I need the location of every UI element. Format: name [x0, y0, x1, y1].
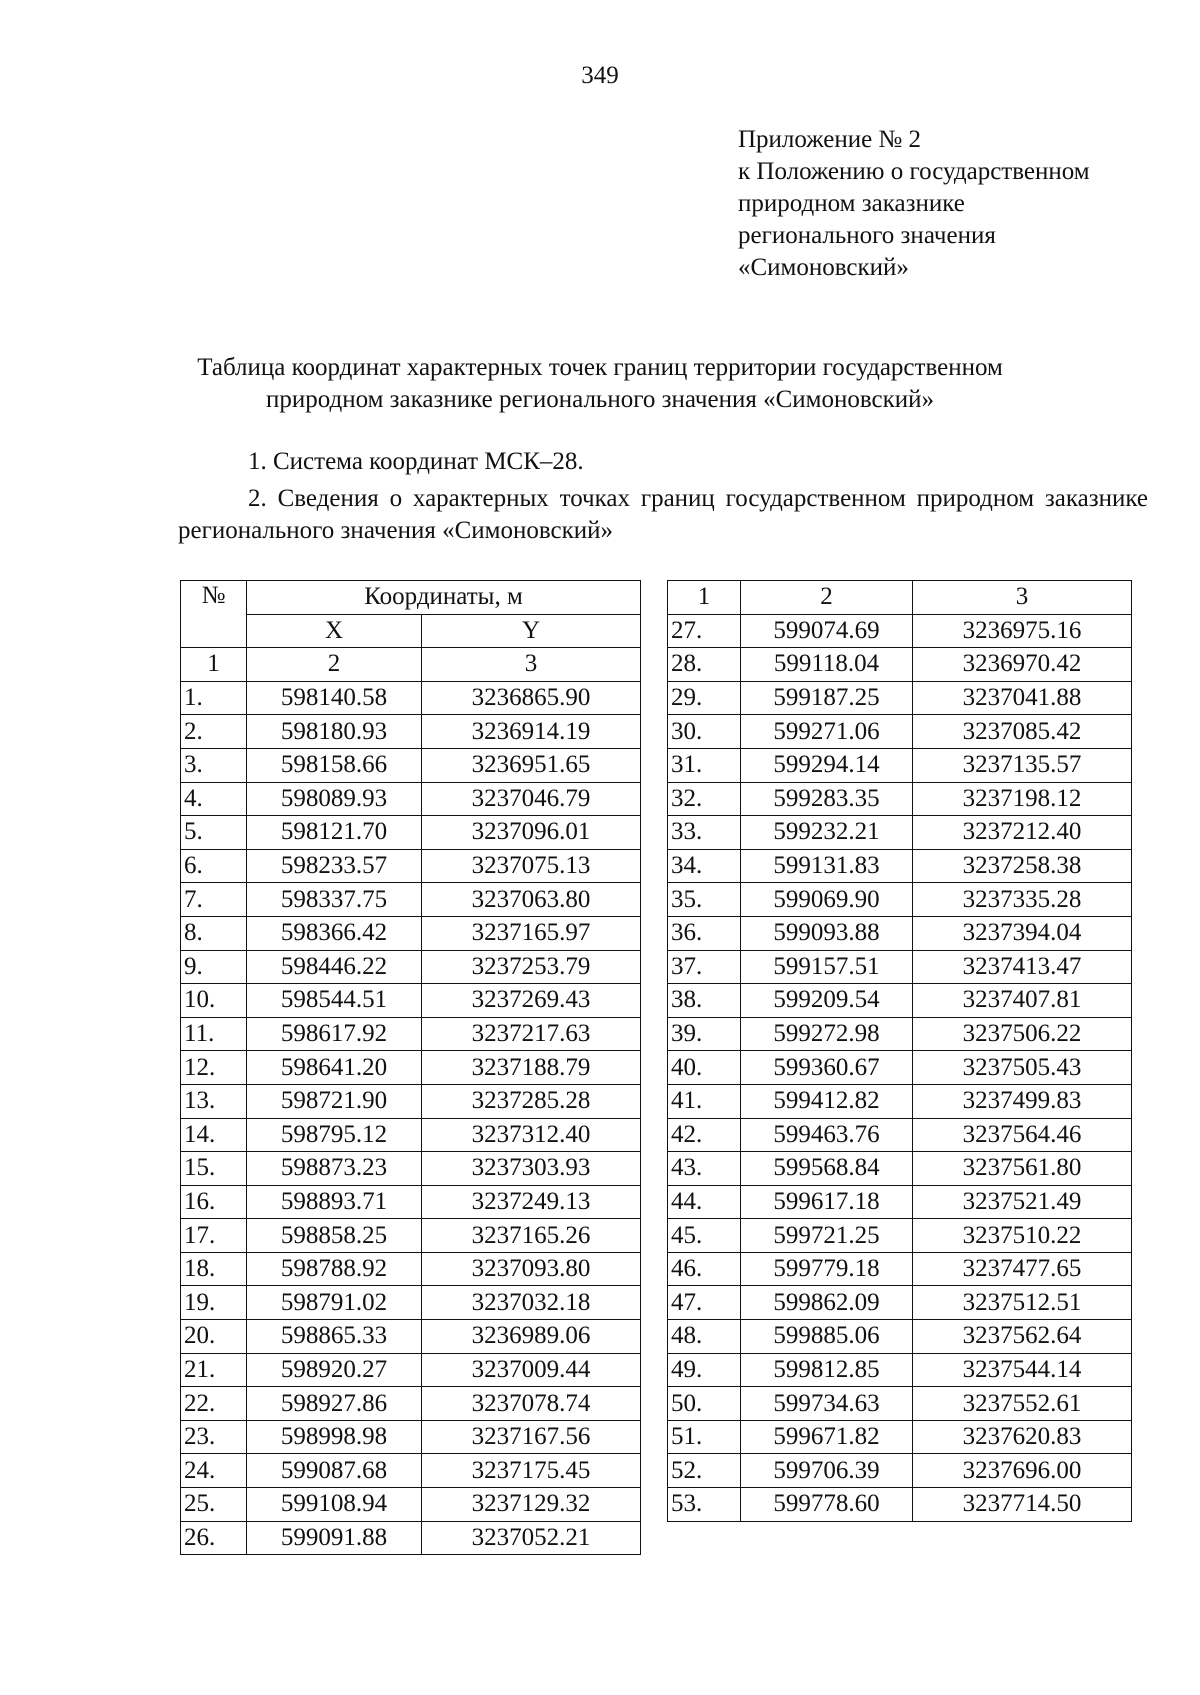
- point-number-cell: 16.: [181, 1185, 247, 1219]
- point-number-cell: 1.: [181, 681, 247, 715]
- point-number-cell: 2.: [181, 715, 247, 749]
- point-number-cell: 37.: [668, 950, 741, 984]
- appendix-line: природном заказнике: [738, 190, 965, 217]
- table-row: [668, 1118, 1132, 1152]
- table-row: [181, 1454, 641, 1488]
- table-row: [181, 1488, 641, 1522]
- y-coordinate-cell: 3237335.28: [913, 883, 1132, 917]
- table-row: [181, 1185, 641, 1219]
- y-coordinate-cell: 3237249.13: [422, 1185, 641, 1219]
- point-number-cell: 33.: [668, 816, 741, 850]
- y-coordinate-cell: 3237505.43: [913, 1051, 1132, 1085]
- x-coordinate-cell: 599568.84: [741, 1152, 913, 1186]
- point-number-cell: 53.: [668, 1488, 741, 1522]
- table-row: [181, 950, 641, 984]
- point-number-cell: 22.: [181, 1387, 247, 1421]
- x-coordinate-cell: 599412.82: [741, 1084, 913, 1118]
- table-title: [0, 352, 1200, 416]
- y-coordinate-cell: 3237135.57: [913, 748, 1132, 782]
- point-number-cell: 36.: [668, 916, 741, 950]
- table-row: [668, 1454, 1132, 1488]
- x-coordinate-cell: 599232.21: [741, 816, 913, 850]
- x-coordinate-cell: 598121.70: [247, 816, 422, 850]
- table-row: [181, 816, 641, 850]
- point-number-cell: 46.: [668, 1252, 741, 1286]
- table-row: [668, 1286, 1132, 1320]
- table-row: [668, 984, 1132, 1018]
- point-number-cell: 7.: [181, 883, 247, 917]
- x-coordinate-cell: 599778.60: [741, 1488, 913, 1522]
- y-coordinate-cell: 3237198.12: [913, 782, 1132, 816]
- point-number-cell: 24.: [181, 1454, 247, 1488]
- table-row: [181, 1353, 641, 1387]
- point-number-cell: 52.: [668, 1454, 741, 1488]
- y-coordinate-cell: 3237063.80: [422, 883, 641, 917]
- page-number: 349: [581, 62, 619, 89]
- x-coordinate-cell: 599074.69: [741, 614, 913, 648]
- y-coordinate-cell: 3237696.00: [913, 1454, 1132, 1488]
- point-number-cell: 28.: [668, 648, 741, 682]
- table-row: [668, 1488, 1132, 1522]
- x-coordinate-cell: 598641.20: [247, 1051, 422, 1085]
- table-body-left: [181, 681, 641, 1554]
- table-title-line: Таблица координат характерных точек границ территории государственном: [197, 354, 1003, 381]
- x-coordinate-cell: 599069.90: [741, 883, 913, 917]
- y-coordinate-cell: 3237052.21: [422, 1521, 641, 1555]
- point-number-cell: 13.: [181, 1084, 247, 1118]
- point-number-cell: 14.: [181, 1118, 247, 1152]
- y-coordinate-cell: 3236951.65: [422, 748, 641, 782]
- table-row: [668, 816, 1132, 850]
- table-row: [668, 715, 1132, 749]
- point-number-cell: 9.: [181, 950, 247, 984]
- y-coordinate-cell: 3237167.56: [422, 1420, 641, 1454]
- table-row: [181, 984, 641, 1018]
- y-coordinate-cell: 3237093.80: [422, 1252, 641, 1286]
- y-coordinate-cell: 3237165.26: [422, 1219, 641, 1253]
- y-coordinate-cell: 3237009.44: [422, 1353, 641, 1387]
- point-number-cell: 8.: [181, 916, 247, 950]
- point-number-cell: 26.: [181, 1521, 247, 1555]
- y-coordinate-cell: 3237032.18: [422, 1286, 641, 1320]
- x-coordinate-cell: 598337.75: [247, 883, 422, 917]
- table-row: [668, 1219, 1132, 1253]
- x-coordinate-cell: 598366.42: [247, 916, 422, 950]
- y-coordinate-cell: 3237303.93: [422, 1152, 641, 1186]
- x-coordinate-cell: 598158.66: [247, 748, 422, 782]
- y-coordinate-cell: 3237714.50: [913, 1488, 1132, 1522]
- y-coordinate-cell: 3237521.49: [913, 1185, 1132, 1219]
- table-header-row: [181, 581, 641, 615]
- x-coordinate-cell: 599706.39: [741, 1454, 913, 1488]
- header-number: №: [181, 581, 247, 648]
- x-coordinate-cell: 599091.88: [247, 1521, 422, 1555]
- column-number: 2: [741, 581, 913, 615]
- point-number-cell: 12.: [181, 1051, 247, 1085]
- y-coordinate-cell: 3237620.83: [913, 1420, 1132, 1454]
- point-number-cell: 47.: [668, 1286, 741, 1320]
- table-header-row: [181, 614, 641, 648]
- y-coordinate-cell: 3237075.13: [422, 849, 641, 883]
- point-number-cell: 27.: [668, 614, 741, 648]
- y-coordinate-cell: 3237564.46: [913, 1118, 1132, 1152]
- x-coordinate-cell: 598791.02: [247, 1286, 422, 1320]
- y-coordinate-cell: 3237175.45: [422, 1454, 641, 1488]
- appendix-line: к Положению о государственном: [738, 158, 1090, 185]
- table-row: [181, 883, 641, 917]
- table-row: [181, 1286, 641, 1320]
- y-coordinate-cell: 3237506.22: [913, 1017, 1132, 1051]
- x-coordinate-cell: 598927.86: [247, 1387, 422, 1421]
- x-coordinate-cell: 598920.27: [247, 1353, 422, 1387]
- point-number-cell: 25.: [181, 1488, 247, 1522]
- point-number-cell: 38.: [668, 984, 741, 1018]
- point-number-cell: 48.: [668, 1320, 741, 1354]
- point-number-cell: 17.: [181, 1219, 247, 1253]
- y-coordinate-cell: 3237096.01: [422, 816, 641, 850]
- y-coordinate-cell: 3236865.90: [422, 681, 641, 715]
- boundary-points-paragraph: 2. Сведения о характерных точках границ государственном природном заказнике регионального значения «Симоновский»: [178, 485, 1148, 544]
- coordinates-table-right: [667, 580, 1132, 1522]
- point-number-cell: 45.: [668, 1219, 741, 1253]
- x-coordinate-cell: 599885.06: [741, 1320, 913, 1354]
- table-row: [181, 1118, 641, 1152]
- point-number-cell: 4.: [181, 782, 247, 816]
- x-coordinate-cell: 599294.14: [741, 748, 913, 782]
- point-number-cell: 39.: [668, 1017, 741, 1051]
- x-coordinate-cell: 599093.88: [741, 916, 913, 950]
- coordinates-table-left: [180, 580, 641, 1555]
- table-row: [668, 1051, 1132, 1085]
- table-row: [181, 782, 641, 816]
- x-coordinate-cell: 598865.33: [247, 1320, 422, 1354]
- point-number-cell: 40.: [668, 1051, 741, 1085]
- table-row: [668, 1252, 1132, 1286]
- y-coordinate-cell: 3237552.61: [913, 1387, 1132, 1421]
- table-row: [181, 916, 641, 950]
- point-number-cell: 29.: [668, 681, 741, 715]
- y-coordinate-cell: 3237407.81: [913, 984, 1132, 1018]
- column-number-row: [668, 581, 1132, 615]
- table-row: [668, 1387, 1132, 1421]
- point-number-cell: 44.: [668, 1185, 741, 1219]
- x-coordinate-cell: 598721.90: [247, 1084, 422, 1118]
- point-number-cell: 6.: [181, 849, 247, 883]
- table-row: [668, 681, 1132, 715]
- table-row: [181, 1084, 641, 1118]
- point-number-cell: 42.: [668, 1118, 741, 1152]
- y-coordinate-cell: 3237477.65: [913, 1252, 1132, 1286]
- x-coordinate-cell: 599617.18: [741, 1185, 913, 1219]
- table-row: [181, 1219, 641, 1253]
- appendix-note: [738, 124, 1090, 284]
- x-coordinate-cell: 598858.25: [247, 1219, 422, 1253]
- x-coordinate-cell: 598089.93: [247, 782, 422, 816]
- y-coordinate-cell: 3236989.06: [422, 1320, 641, 1354]
- x-coordinate-cell: 599272.98: [741, 1017, 913, 1051]
- x-coordinate-cell: 599779.18: [741, 1252, 913, 1286]
- table-row: [668, 1353, 1132, 1387]
- y-coordinate-cell: 3237078.74: [422, 1387, 641, 1421]
- point-number-cell: 11.: [181, 1017, 247, 1051]
- table-row: [668, 883, 1132, 917]
- x-coordinate-cell: 599671.82: [741, 1420, 913, 1454]
- table-row: [668, 1420, 1132, 1454]
- point-number-cell: 23.: [181, 1420, 247, 1454]
- table-row: [181, 1320, 641, 1354]
- table-row: [181, 1521, 641, 1555]
- y-coordinate-cell: 3237562.64: [913, 1320, 1132, 1354]
- table-row: [668, 916, 1132, 950]
- point-number-cell: 43.: [668, 1152, 741, 1186]
- y-coordinate-cell: 3237129.32: [422, 1488, 641, 1522]
- table-row: [668, 748, 1132, 782]
- table-row: [181, 1420, 641, 1454]
- x-coordinate-cell: 598544.51: [247, 984, 422, 1018]
- point-number-cell: 15.: [181, 1152, 247, 1186]
- point-number-cell: 3.: [181, 748, 247, 782]
- y-coordinate-cell: 3237212.40: [913, 816, 1132, 850]
- y-coordinate-cell: 3237499.83: [913, 1084, 1132, 1118]
- coordinate-system-paragraph: 1. Система координат МСК–28.: [248, 448, 584, 475]
- point-number-cell: 31.: [668, 748, 741, 782]
- y-coordinate-cell: 3237512.51: [913, 1286, 1132, 1320]
- x-coordinate-cell: 598795.12: [247, 1118, 422, 1152]
- y-coordinate-cell: 3237561.80: [913, 1152, 1132, 1186]
- table-row: [181, 681, 641, 715]
- x-coordinate-cell: 599187.25: [741, 681, 913, 715]
- header-x: X: [247, 614, 422, 648]
- column-number: 3: [422, 648, 641, 682]
- y-coordinate-cell: 3237253.79: [422, 950, 641, 984]
- x-coordinate-cell: 598788.92: [247, 1252, 422, 1286]
- y-coordinate-cell: 3237413.47: [913, 950, 1132, 984]
- y-coordinate-cell: 3236975.16: [913, 614, 1132, 648]
- point-number-cell: 41.: [668, 1084, 741, 1118]
- x-coordinate-cell: 599734.63: [741, 1387, 913, 1421]
- column-number-row: [181, 648, 641, 682]
- point-number-cell: 50.: [668, 1387, 741, 1421]
- column-number: 1: [668, 581, 741, 615]
- table-row: [181, 1387, 641, 1421]
- table-body-right: [668, 614, 1132, 1521]
- x-coordinate-cell: 599283.35: [741, 782, 913, 816]
- x-coordinate-cell: 599463.76: [741, 1118, 913, 1152]
- table-row: [668, 1320, 1132, 1354]
- table-row: [181, 1152, 641, 1186]
- table-row: [668, 648, 1132, 682]
- table-row: [668, 782, 1132, 816]
- y-coordinate-cell: 3237394.04: [913, 916, 1132, 950]
- x-coordinate-cell: 599157.51: [741, 950, 913, 984]
- y-coordinate-cell: 3237269.43: [422, 984, 641, 1018]
- y-coordinate-cell: 3237085.42: [913, 715, 1132, 749]
- table-row: [668, 1084, 1132, 1118]
- y-coordinate-cell: 3237510.22: [913, 1219, 1132, 1253]
- y-coordinate-cell: 3236914.19: [422, 715, 641, 749]
- header-coordinates: Координаты, м: [247, 581, 641, 615]
- y-coordinate-cell: 3237165.97: [422, 916, 641, 950]
- y-coordinate-cell: 3237312.40: [422, 1118, 641, 1152]
- y-coordinate-cell: 3237544.14: [913, 1353, 1132, 1387]
- appendix-line: Приложение № 2: [738, 126, 922, 153]
- point-number-cell: 34.: [668, 849, 741, 883]
- point-number-cell: 49.: [668, 1353, 741, 1387]
- x-coordinate-cell: 599721.25: [741, 1219, 913, 1253]
- table-row: [181, 1252, 641, 1286]
- point-number-cell: 21.: [181, 1353, 247, 1387]
- x-coordinate-cell: 599360.67: [741, 1051, 913, 1085]
- column-number: 3: [913, 581, 1132, 615]
- x-coordinate-cell: 598998.98: [247, 1420, 422, 1454]
- column-number: 1: [181, 648, 247, 682]
- x-coordinate-cell: 598140.58: [247, 681, 422, 715]
- table-row: [181, 715, 641, 749]
- table-row: [668, 1017, 1132, 1051]
- x-coordinate-cell: 598893.71: [247, 1185, 422, 1219]
- table-row: [668, 1185, 1132, 1219]
- x-coordinate-cell: 598180.93: [247, 715, 422, 749]
- appendix-line: «Симоновский»: [738, 254, 909, 281]
- y-coordinate-cell: 3237285.28: [422, 1084, 641, 1118]
- point-number-cell: 51.: [668, 1420, 741, 1454]
- x-coordinate-cell: 599862.09: [741, 1286, 913, 1320]
- point-number-cell: 20.: [181, 1320, 247, 1354]
- y-coordinate-cell: 3237046.79: [422, 782, 641, 816]
- x-coordinate-cell: 599812.85: [741, 1353, 913, 1387]
- x-coordinate-cell: 598873.23: [247, 1152, 422, 1186]
- x-coordinate-cell: 599271.06: [741, 715, 913, 749]
- x-coordinate-cell: 599108.94: [247, 1488, 422, 1522]
- header-y: Y: [422, 614, 641, 648]
- point-number-cell: 5.: [181, 816, 247, 850]
- y-coordinate-cell: 3237217.63: [422, 1017, 641, 1051]
- table-row: [668, 1152, 1132, 1186]
- x-coordinate-cell: 599131.83: [741, 849, 913, 883]
- table-row: [668, 849, 1132, 883]
- point-number-cell: 32.: [668, 782, 741, 816]
- table-row: [181, 849, 641, 883]
- column-number: 2: [247, 648, 422, 682]
- x-coordinate-cell: 598617.92: [247, 1017, 422, 1051]
- x-coordinate-cell: 598446.22: [247, 950, 422, 984]
- table-row: [181, 1051, 641, 1085]
- point-number-cell: 19.: [181, 1286, 247, 1320]
- table-row: [668, 950, 1132, 984]
- point-number-cell: 30.: [668, 715, 741, 749]
- x-coordinate-cell: 599087.68: [247, 1454, 422, 1488]
- y-coordinate-cell: 3236970.42: [913, 648, 1132, 682]
- table-row: [181, 1017, 641, 1051]
- table-row: [181, 748, 641, 782]
- y-coordinate-cell: 3237188.79: [422, 1051, 641, 1085]
- y-coordinate-cell: 3237041.88: [913, 681, 1132, 715]
- point-number-cell: 10.: [181, 984, 247, 1018]
- point-number-cell: 18.: [181, 1252, 247, 1286]
- y-coordinate-cell: 3237258.38: [913, 849, 1132, 883]
- table-row: [668, 614, 1132, 648]
- x-coordinate-cell: 599209.54: [741, 984, 913, 1018]
- x-coordinate-cell: 598233.57: [247, 849, 422, 883]
- appendix-line: регионального значения: [738, 222, 996, 249]
- point-number-cell: 35.: [668, 883, 741, 917]
- table-title-line: природном заказнике регионального значения «Симоновский»: [265, 386, 935, 413]
- x-coordinate-cell: 599118.04: [741, 648, 913, 682]
